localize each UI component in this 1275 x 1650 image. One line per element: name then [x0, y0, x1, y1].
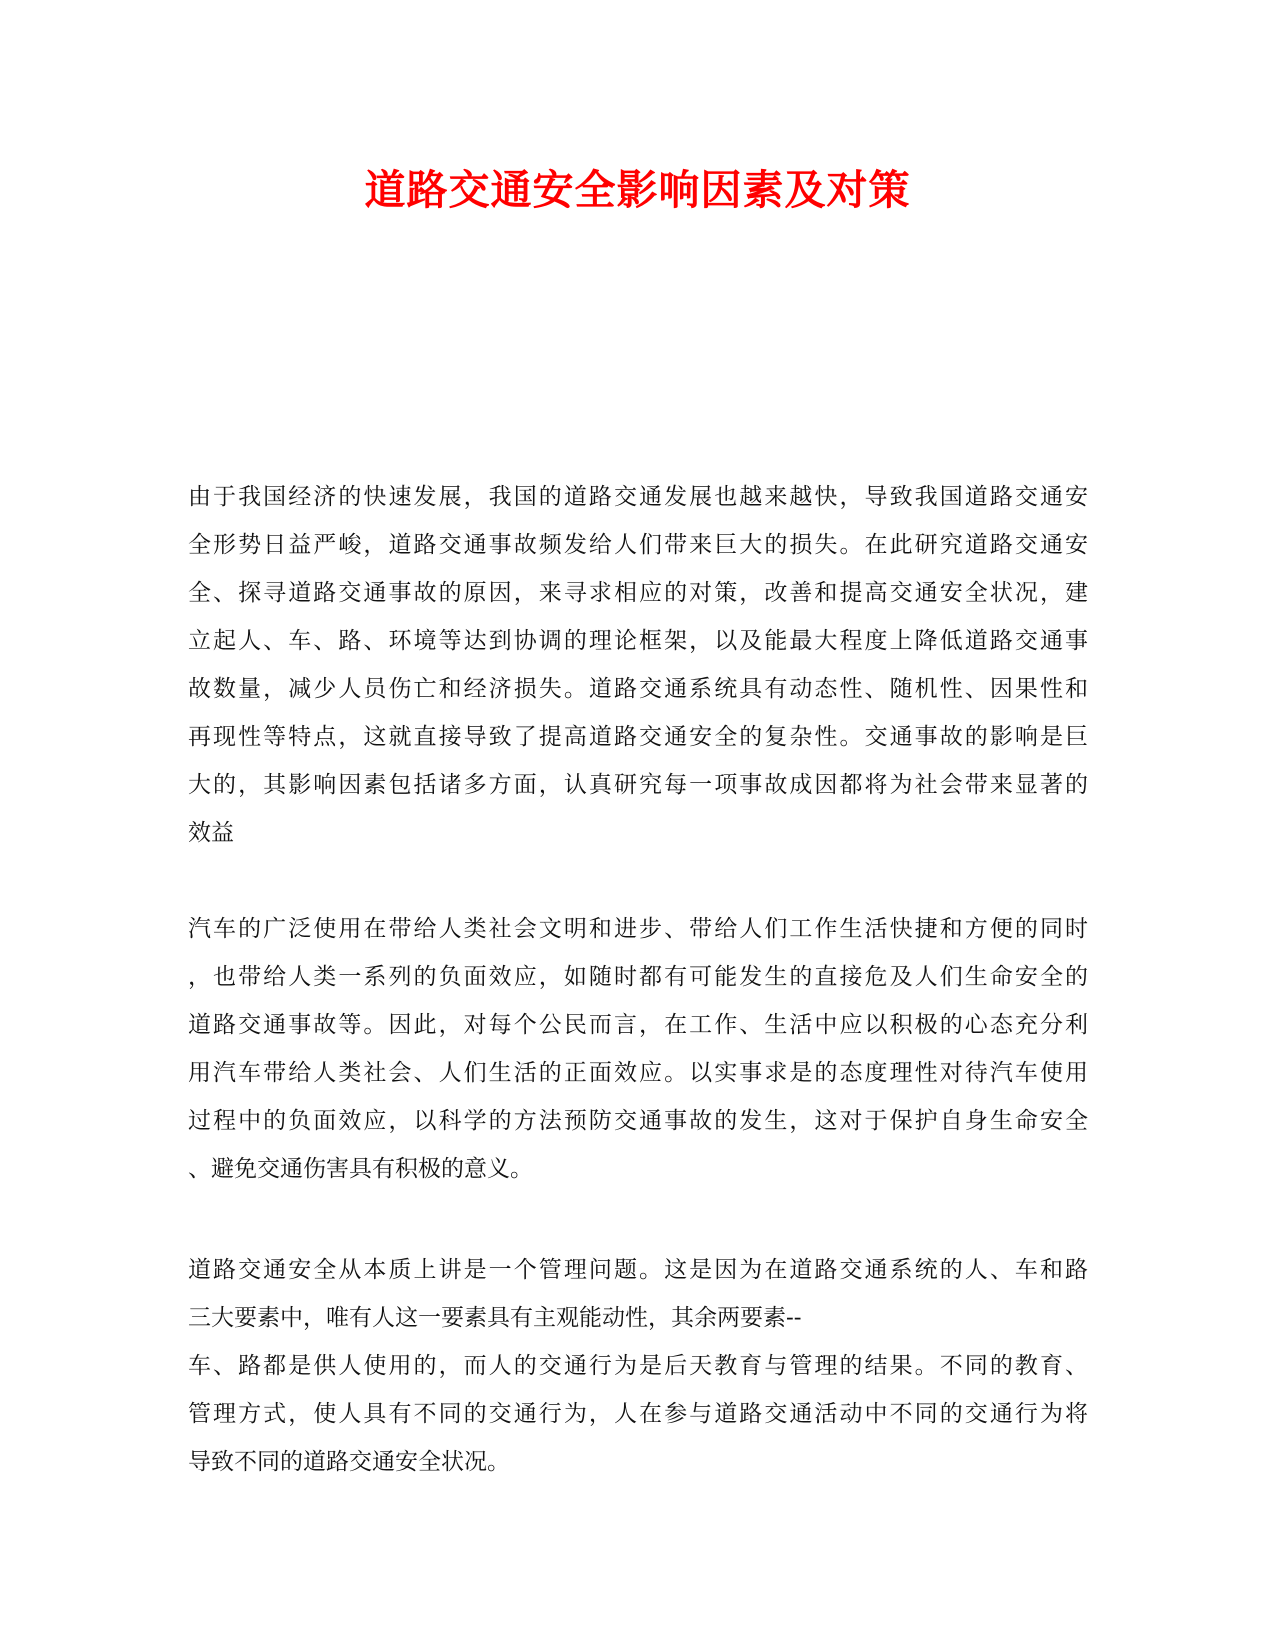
paragraph-line: ，也带给人类一系列的负面效应，如随时都有可能发生的直接危及人们生命安全的 — [188, 964, 1088, 990]
paragraph-line: 导致不同的道路交通安全状况。 — [188, 1449, 510, 1475]
paragraph-line: 、避免交通伤害具有积极的意义。 — [188, 1156, 533, 1182]
paragraph-automobile — [188, 905, 1088, 1193]
paragraph-line: 再现性等特点，这就直接导致了提高道路交通安全的复杂性。交通事故的影响是巨 — [188, 724, 1088, 750]
paragraph-line: 效益 — [188, 820, 234, 846]
paragraph-line: 故数量，减少人员伤亡和经济损失。道路交通系统具有动态性、随机性、因果性和 — [188, 676, 1088, 702]
paragraph-line: 道路交通事故等。因此，对每个公民而言，在工作、生活中应以积极的心态充分利 — [188, 1012, 1088, 1038]
paragraph-line: 立起人、车、路、环境等达到协调的理论框架，以及能最大程度上降低道路交通事 — [188, 628, 1088, 654]
paragraph-line: 管理方式，使人具有不同的交通行为，人在参与道路交通活动中不同的交通行为将 — [188, 1401, 1088, 1427]
paragraph-line: 由于我国经济的快速发展，我国的道路交通发展也越来越快，导致我国道路交通安 — [188, 484, 1088, 510]
paragraph-line: 过程中的负面效应，以科学的方法预防交通事故的发生，这对于保护自身生命安全 — [188, 1108, 1088, 1134]
paragraph-line: 大的，其影响因素包括诸多方面，认真研究每一项事故成因都将为社会带来显著的 — [188, 772, 1088, 798]
paragraph-management — [188, 1246, 1088, 1486]
paragraph-line: 三大要素中，唯有人这一要素具有主观能动性，其余两要素-- — [188, 1305, 802, 1331]
paragraph-line: 全、探寻道路交通事故的原因，来寻求相应的对策，改善和提高交通安全状况，建 — [188, 580, 1088, 606]
document-title: 道路交通安全影响因素及对策 — [364, 166, 911, 214]
paragraph-line: 全形势日益严峻，道路交通事故频发给人们带来巨大的损失。在此研究道路交通安 — [188, 532, 1088, 558]
paragraph-line: 车、路都是供人使用的，而人的交通行为是后天教育与管理的结果。不同的教育、 — [188, 1353, 1088, 1379]
paragraph-line: 汽车的广泛使用在带给人类社会文明和进步、带给人们工作生活快捷和方便的同时 — [188, 916, 1088, 942]
paragraph-line: 道路交通安全从本质上讲是一个管理问题。这是因为在道路交通系统的人、车和路 — [188, 1257, 1088, 1283]
paragraph-line: 用汽车带给人类社会、人们生活的正面效应。以实事求是的态度理性对待汽车使用 — [188, 1060, 1088, 1086]
paragraph-intro — [188, 473, 1088, 857]
